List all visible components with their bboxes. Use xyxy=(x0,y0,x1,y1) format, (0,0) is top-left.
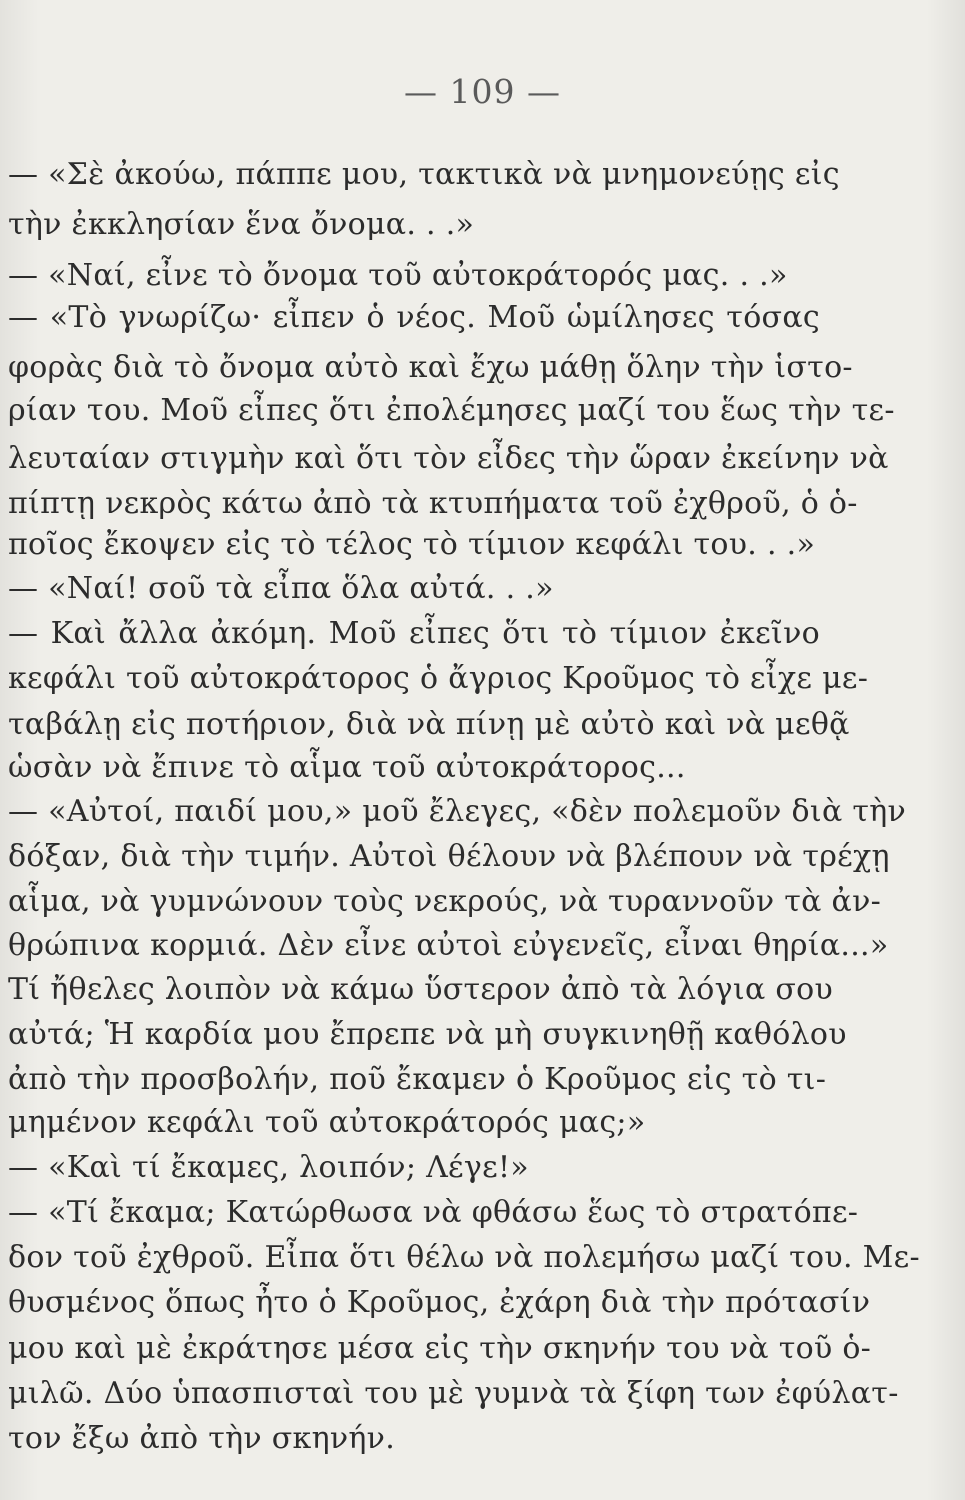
text-line-29: τον ἔξω ἀπὸ τὴν σκηνήν. xyxy=(8,1421,396,1456)
text-line-18: θρώπινα κορμιά. Δὲν εἶνε αὐτοὶ εὐγενεῖς, εἶναι θηρία...» xyxy=(8,928,889,963)
text-line-14: ὡσὰν νὰ ἔπινε τὸ αἷμα τοῦ αὐτοκράτορος... xyxy=(8,750,686,785)
text-line-7: λευταίαν στιγμὴν καὶ ὅτι τὸν εἶδες τὴν ὥραν ἐκείνην νὰ xyxy=(8,441,889,476)
text-line-20: αὐτά; Ἡ καρδία μου ἔπρεπε νὰ μὴ συγκινηθῇ καθόλου xyxy=(8,1017,847,1052)
text-line-5: φορὰς διὰ τὸ ὄνομα αὐτὸ καὶ ἔχω μάθῃ ὅλην τὴν ἱστο- xyxy=(8,350,853,385)
text-line-9: ποῖος ἔκοψεν εἰς τὸ τέλος τὸ τίμιον κεφάλι του. . .» xyxy=(8,527,816,562)
text-line-28: μιλῶ. Δύο ὑπασπισταὶ του μὲ γυμνὰ τὰ ξίφη των ἐφύλατ- xyxy=(8,1376,899,1411)
text-line-17: αἷμα, νὰ γυμνώνουν τοὺς νεκρούς, νὰ τυραννοῦν τὰ ἀν- xyxy=(8,884,882,919)
text-line-3: — «Ναί, εἶνε τὸ ὄνομα τοῦ αὐτοκράτορός μας. . .» xyxy=(8,258,788,293)
text-line-15: — «Αὐτοί, παιδί μου,» μοῦ ἔλεγες, «δὲν πολεμοῦν διὰ τὴν xyxy=(8,794,907,829)
text-line-22: μημένον κεφάλι τοῦ αὐτοκράτορός μας;» xyxy=(8,1105,646,1140)
text-line-21: ἀπὸ τὴν προσβολήν, ποῦ ἔκαμεν ὁ Κροῦμος εἰς τὸ τι- xyxy=(8,1062,827,1097)
text-line-19: Τί ἤθελες λοιπὸν νὰ κάμω ὕστερον ἀπὸ τὰ λόγια σου xyxy=(8,972,834,1007)
text-line-6: ρίαν του. Μοῦ εἶπες ὅτι ἐπολέμησες μαζί του ἕως τὴν τε- xyxy=(8,393,895,428)
text-line-25: δον τοῦ ἐχθροῦ. Εἶπα ὅτι θέλω νὰ πολεμήσω μαζί του. Με- xyxy=(8,1240,920,1275)
text-line-24: — «Τί ἔκαμα; Κατώρθωσα νὰ φθάσω ἕως τὸ στρατόπε- xyxy=(8,1195,859,1230)
text-line-16: δόξαν, διὰ τὴν τιμήν. Αὐτοὶ θέλουν νὰ βλέπουν νὰ τρέχῃ xyxy=(8,839,890,874)
text-line-10: — «Ναί! σοῦ τὰ εἶπα ὅλα αὐτά. . .» xyxy=(8,571,554,606)
text-line-1: — «Σὲ ἀκούω, πάππε μου, τακτικὰ νὰ μνημονεύῃς εἰς xyxy=(8,157,840,192)
text-line-11: — Καὶ ἄλλα ἀκόμη. Μοῦ εἶπες ὅτι τὸ τίμιον ἐκεῖνο xyxy=(8,616,820,651)
page-number: — 109 — xyxy=(404,72,561,111)
text-line-8: πίπτῃ νεκρὸς κάτω ἀπὸ τὰ κτυπήματα τοῦ ἐχθροῦ, ὁ ὁ- xyxy=(8,486,858,521)
text-line-12: κεφάλι τοῦ αὐτοκράτορος ὁ ἄγριος Κροῦμος τὸ εἶχε με- xyxy=(8,661,869,696)
text-line-13: ταβάλῃ εἰς ποτήριον, διὰ νὰ πίνῃ μὲ αὐτὸ καὶ νὰ μεθᾷ xyxy=(8,707,850,742)
text-line-26: θυσμένος ὅπως ἦτο ὁ Κροῦμος, ἐχάρη διὰ τὴν πρότασίν xyxy=(8,1285,871,1320)
text-line-4: — «Τὸ γνωρίζω· εἶπεν ὁ νέος. Μοῦ ὡμίλησες τόσας xyxy=(8,300,820,335)
text-line-23: — «Καὶ τί ἔκαμες, λοιπόν; Λέγε!» xyxy=(8,1150,529,1185)
text-line-27: μου καὶ μὲ ἐκράτησε μέσα εἰς τὴν σκηνήν του νὰ τοῦ ὁ- xyxy=(8,1331,872,1366)
text-line-2: τὴν ἐκκλησίαν ἕνα ὄνομα. . .» xyxy=(8,207,475,242)
